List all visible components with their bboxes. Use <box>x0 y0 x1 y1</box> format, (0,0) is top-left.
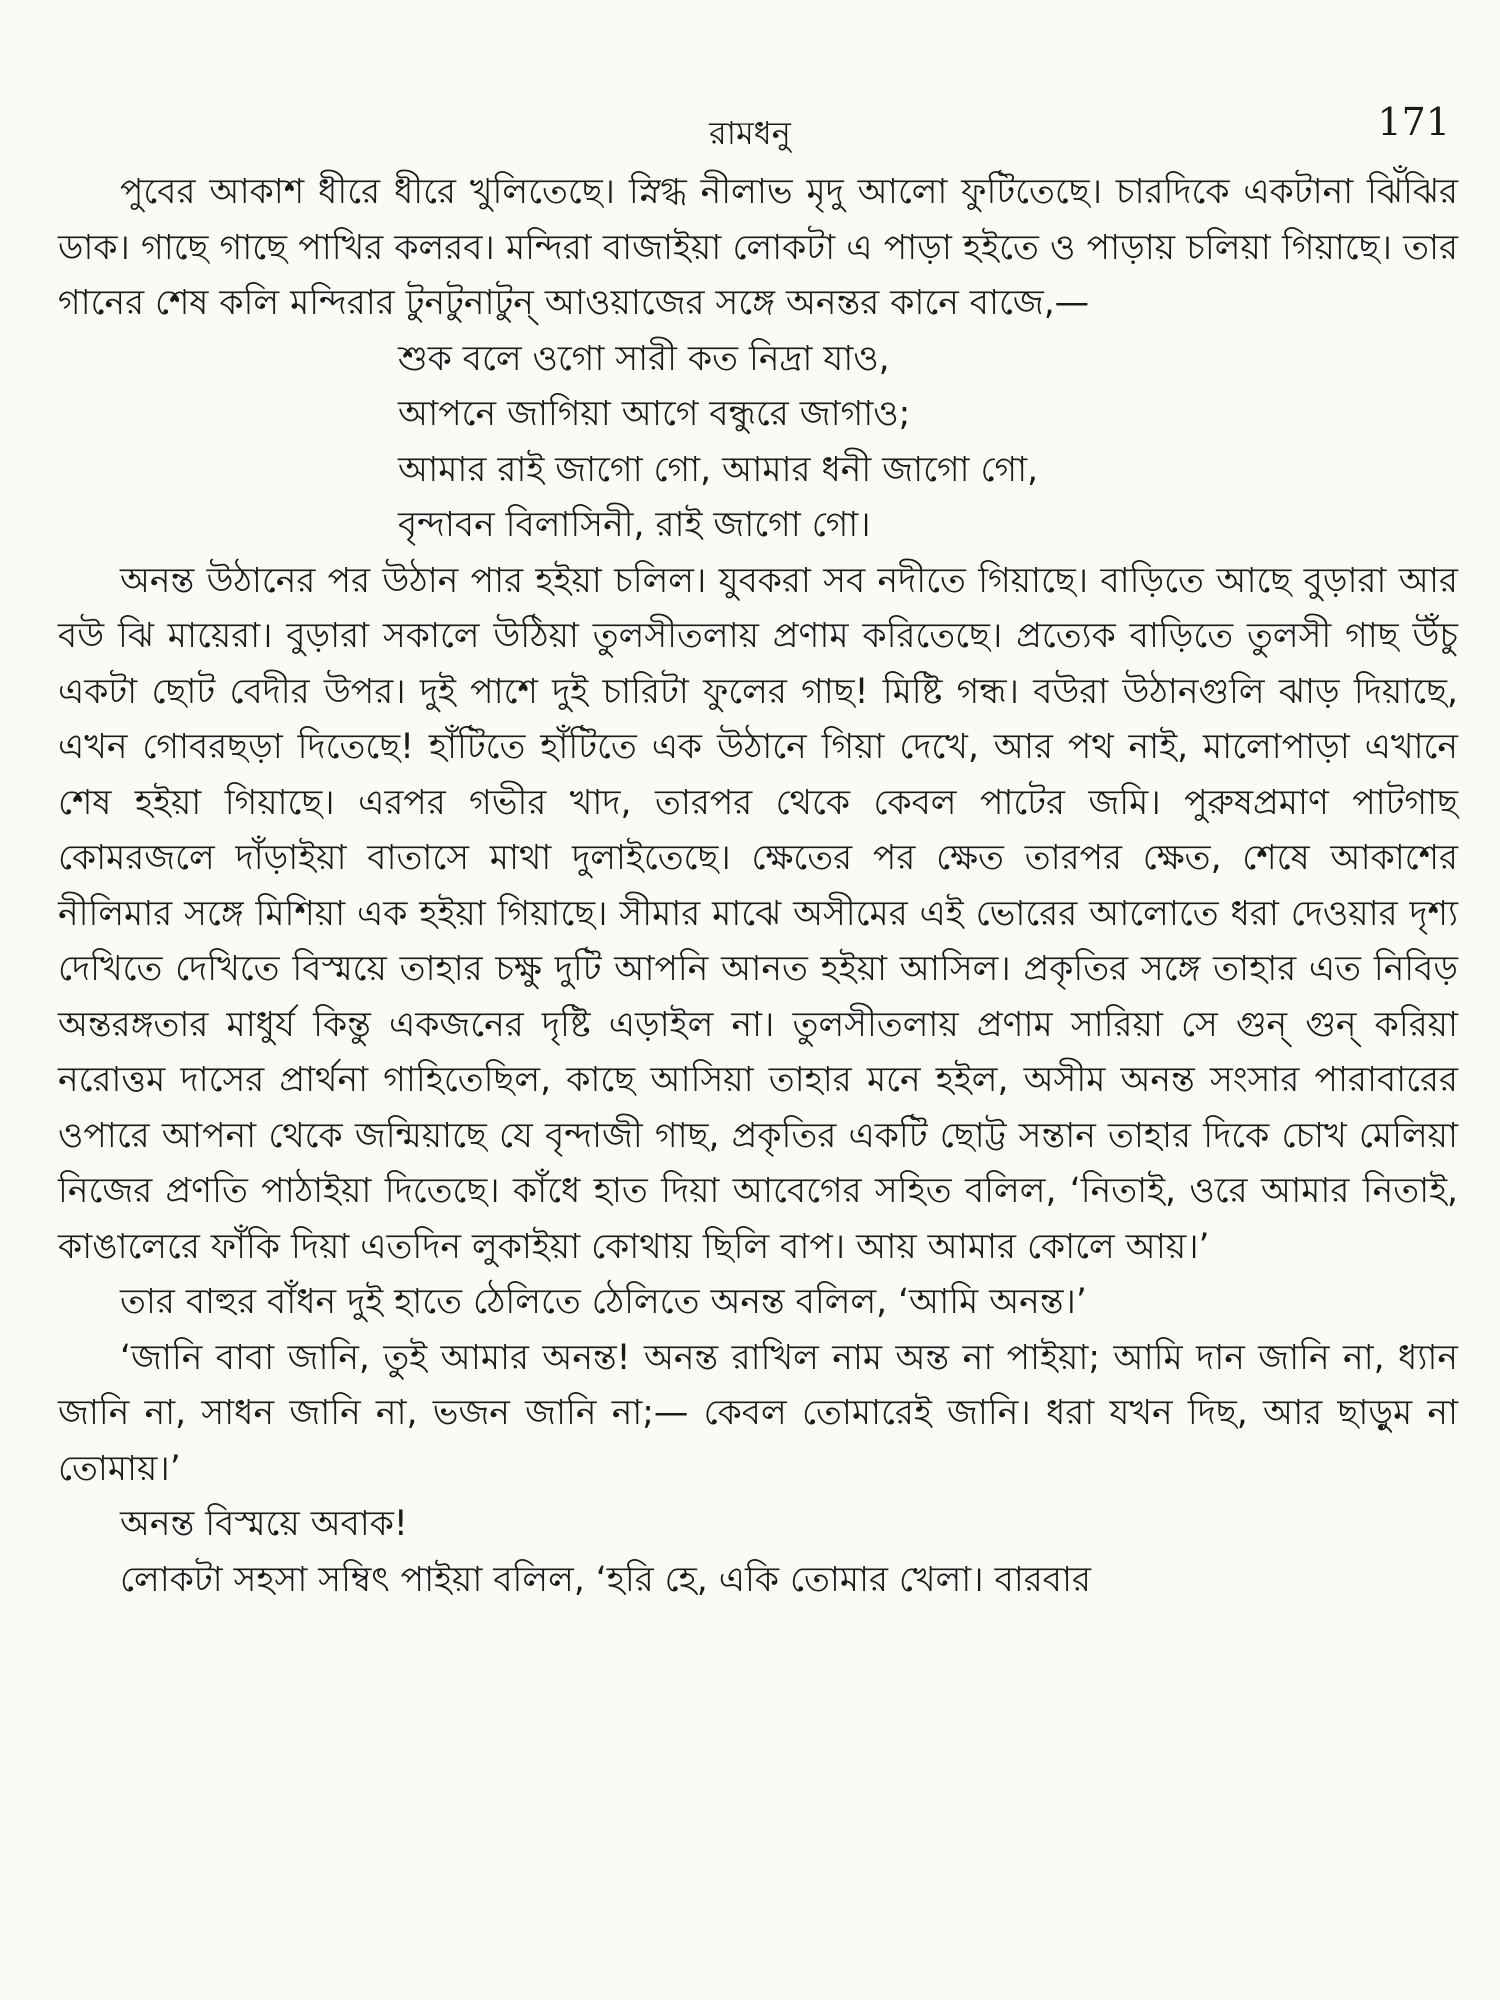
paragraph: ‘জানি বাবা জানি, তুই আমার অনন্ত! অনন্ত রাখিল নাম অন্ত না পাইয়া; আমি দান জানি না, ধ্যান জানি না, সাধন জানি না, ভজন জানি না;— কেবল তোমারেই জানি। ধরা যখন দিছ, আর ছাড়ুম না তোমায়।’ <box>58 1337 1458 1489</box>
verse-block <box>58 332 1458 554</box>
verse-line: বৃন্দাবন বিলাসিনী, রাই জাগো গো। <box>398 505 871 545</box>
verse-line: আপনে জাগিয়া আগে বন্ধুরে জাগাও; <box>398 394 911 434</box>
running-header <box>0 100 1500 150</box>
page-number: 171 <box>1377 100 1450 144</box>
paragraph: অনন্ত বিস্ময়ে অবাক! <box>120 1504 408 1544</box>
chapter-title: রামধনু <box>709 114 791 152</box>
paragraph: অনন্ত উঠানের পর উঠান পার হইয়া চলিল। যুবকরা সব নদীতে গিয়াছে। বাড়িতে আছে বুড়ারা আর বউ ঝি মায়েরা। বুড়ারা সকালে উঠিয়া তুলসীতলায় প্রণাম করিতেছে। প্রত্যেক বাড়িতে তুলসী গাছ উঁচু একটা ছোট বেদীর উপর। দুই পাশে দুই চারিটা ফুলের গাছ! মিষ্টি গন্ধ। বউরা উঠানগুলি ঝাড় দিয়াছে, এখন গোবরছড়া দিতেছে! হাঁটিতে হাঁটিতে এক উঠানে গিয়া দেখে, আর পথ নাই, মালোপাড়া এখানে শেষ হইয়া গিয়াছে। এরপর গভীর খাদ, তারপর থেকে কেবল পাটের জমি। পুরুষপ্রমাণ পাটগাছ কোমরজলে দাঁড়াইয়া বাতাসে মাথা দুলাইতেছে। ক্ষেতের পর ক্ষেত তারপর ক্ষেত, শেষে আকাশের নীলিমার সঙ্গে মিশিয়া এক হইয়া গিয়াছে। সীমার মাঝে অসীমের এই ভোরের আলোতে ধরা দেওয়ার দৃশ্য দেখিতে দেখিতে বিস্ময়ে তাহার চক্ষু দুটি আপনি আনত হইয়া আসিল। প্রকৃতির সঙ্গে তাহার এত নিবিড় অন্তরঙ্গতার মাধুর্য কিন্তু একজনের দৃষ্টি এড়াইল না। তুলসীতলায় প্রণাম সারিয়া সে গুন্ গুন্ করিয়া নরোত্তম দাসের প্রার্থনা গাহিতেছিল, কাছে আসিয়া তাহার মনে হইল, অসীম অনন্ত সংসার পারাবারের ওপারে আপনা থেকে জন্মিয়াছে যে বৃন্দাজী গাছ, প্রকৃতির একটি ছোট্ট সন্তান তাহার দিকে চোখ মেলিয়া নিজের প্রণতি পাঠাইয়া দিতেছে। কাঁধে হাত দিয়া আবেগের সহিত বলিল, ‘নিতাই, ওরে আমার নিতাই, কাঙালেরে ফাঁকি দিয়া এতদিন লুকাইয়া কোথায় ছিলি বাপ। আয় আমার কোলে আয়।’ <box>58 560 1458 1267</box>
paragraph: লোকটা সহসা সম্বিৎ পাইয়া বলিল, ‘হরি হে, একি তোমার খেলা। বারবার <box>120 1559 1091 1600</box>
body-text <box>58 165 1458 1608</box>
verse-line: আমার রাই জাগো গো, আমার ধনী জাগো গো, <box>398 449 1039 490</box>
paragraph: তার বাহুর বাঁধন দুই হাতে ঠেলিতে ঠেলিতে অনন্ত বলিল, ‘আমি অনন্ত।’ <box>120 1282 1087 1322</box>
paragraph: পুবের আকাশ ধীরে ধীরে খুলিতেছে। স্নিগ্ধ নীলাভ মৃদু আলো ফুটিতেছে। চারদিকে একটানা ঝিঁঝির ডাক। গাছে গাছে পাখির কলরব। মন্দিরা বাজাইয়া লোকটা এ পাড়া হইতে ও পাড়ায় চলিয়া গিয়াছে। তার গানের শেষ কলি মন্দিরার টুনটুনাটুন্ আওয়াজের সঙ্গে অনন্তর কানে বাজে,— <box>58 172 1458 323</box>
verse-line: শুক বলে ওগো সারী কত নিদ্রা যাও, <box>398 338 890 379</box>
